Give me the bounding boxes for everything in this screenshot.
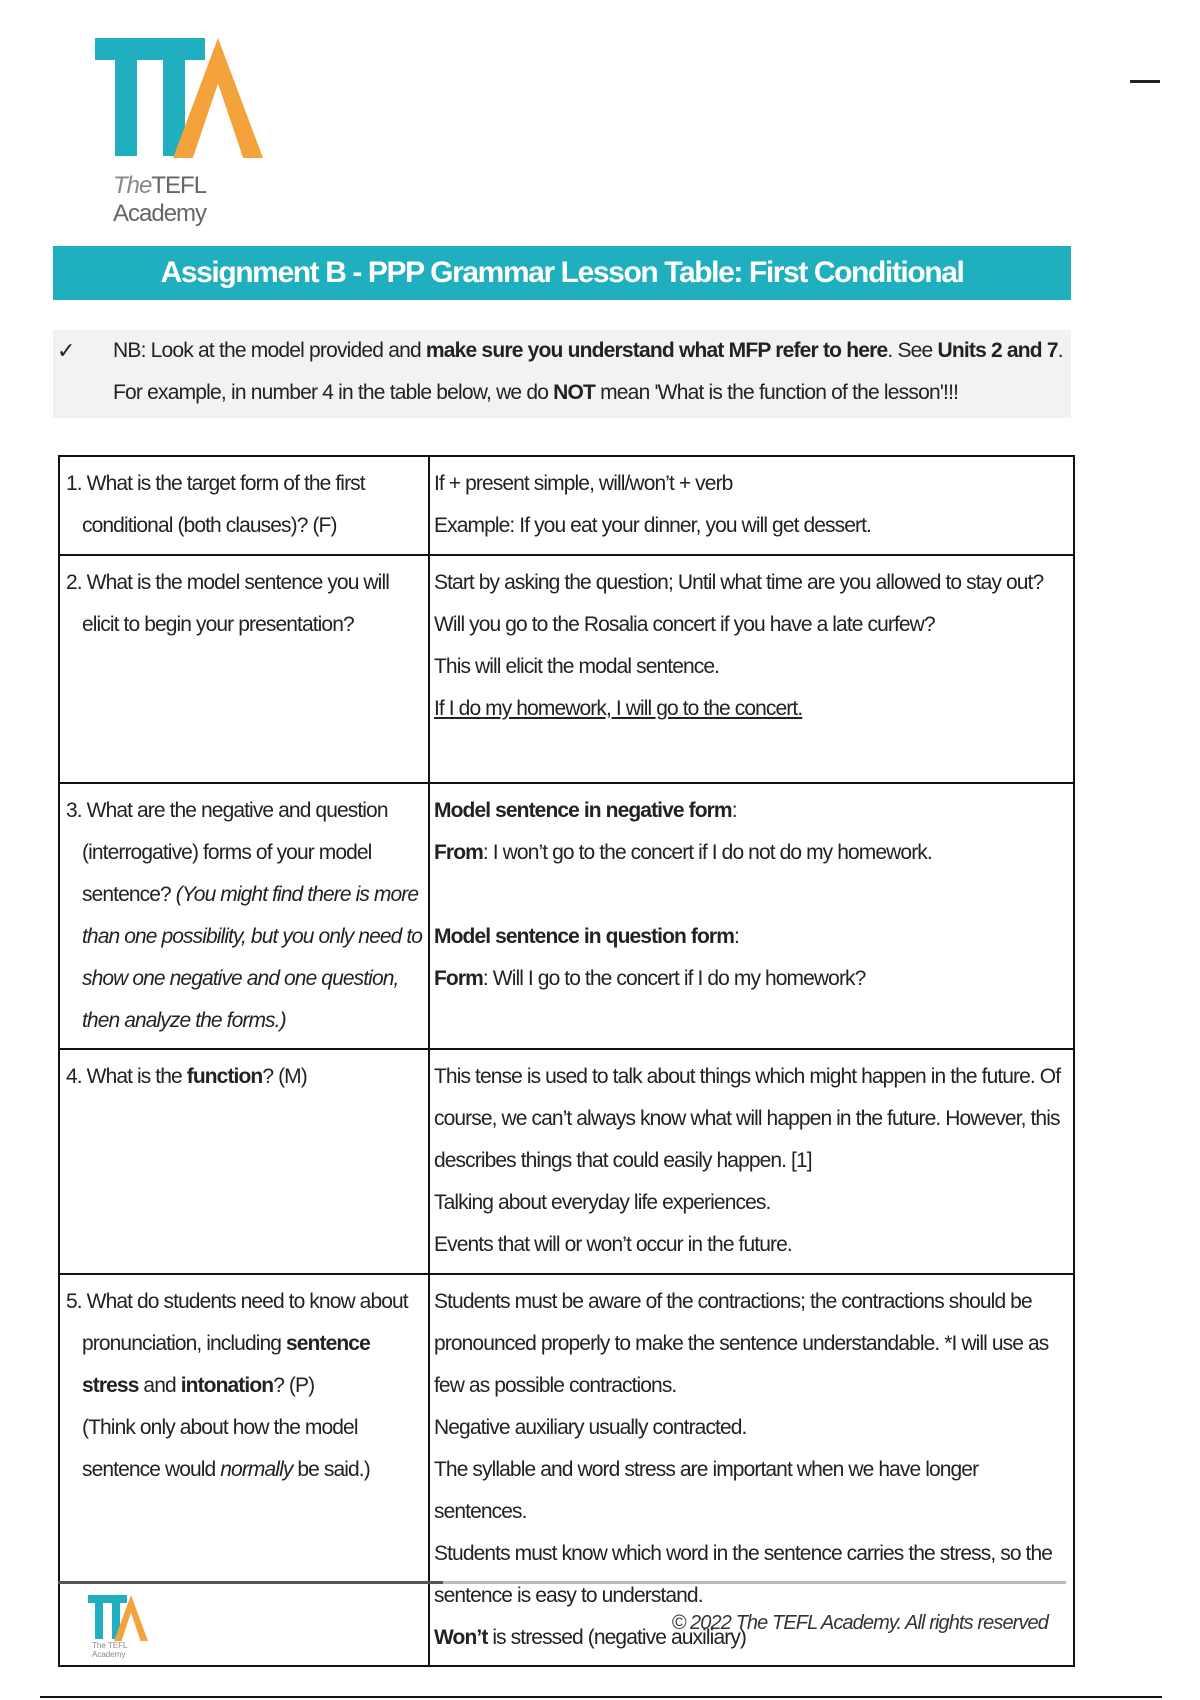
question-cell: 2. What is the model sentence you will elicit to begin your presentation?: [59, 555, 429, 783]
footer-divider: [58, 1581, 1066, 1584]
table-row: [59, 1049, 1074, 1274]
logo-subtitle: TheTEFL Academy: [113, 172, 207, 227]
corner-dash: [1130, 80, 1160, 83]
answer-cell: If + present simple, will/won’t + verb Example: If you eat your dinner, you will get dessert.: [429, 456, 1074, 555]
answer-cell: Students must be aware of the contractions; the contractions should be pronounced properly to make the sentence understandable. *I will use as few as possible contractions. Negative auxiliary usually contracted. The syllable and word stress are important when we have longer sentences. Students must know which word in the sentence carries the stress, so the sentence is easy to understand. Won’t is stressed (negative auxiliary): [429, 1274, 1074, 1666]
footer-logo-subtitle: The TEFL Academy: [92, 1641, 128, 1659]
table-row: [59, 555, 1074, 783]
question-cell: 1. What is the target form of the first conditional (both clauses)? (F): [59, 456, 429, 555]
bottom-rule: [40, 1696, 1162, 1698]
table-row: [59, 456, 1074, 555]
note-box: [53, 330, 1071, 418]
table-row: [59, 1274, 1074, 1666]
question-cell: 4. What is the function? (M): [59, 1049, 429, 1274]
lesson-table: [58, 455, 1075, 1667]
question-cell: 3. What are the negative and question (interrogative) forms of your model sentence? (You might find there is more than one possibility, but you only need to show one negative and one question, then analyze the forms.): [59, 783, 429, 1049]
question-cell: 5. What do students need to know about pronunciation, including sentence stress and intonation? (P) (Think only about how the model sentence would normally be said.): [59, 1274, 429, 1666]
logo-t1-stem: [115, 38, 137, 156]
tta-logo: [95, 38, 265, 227]
flogo-t1-stem: [95, 1595, 103, 1639]
table-row: [59, 783, 1074, 1049]
answer-cell: Model sentence in negative form: From: I won’t go to the concert if I do not do my homework. Model sentence in question form: Form: Will I go to the concert if I do my homework?: [429, 783, 1074, 1049]
footer-logo: [88, 1595, 148, 1659]
note-text: NB: Look at the model provided and make sure you understand what MFP refer to here. See Units 2 and 7. For example, in number 4 in the table below, we do NOT mean 'What is the function of the lesson'!!!: [113, 339, 1063, 404]
checkmark-icon: ✓: [57, 338, 75, 363]
answer-cell: This tense is used to talk about things which might happen in the future. Of course, we can’t always know what will happen in the future. However, this describes things that could easily happen. [1] Talking about everyday life experiences. Events that will or won’t occur in the future.: [429, 1049, 1074, 1274]
assignment-banner: Assignment B - PPP Grammar Lesson Table: First Conditional: [53, 246, 1071, 300]
copyright-text: © 2022 The TEFL Academy. All rights reserved: [671, 1612, 1048, 1634]
answer-cell: Start by asking the question; Until what time are you allowed to stay out? Will you go to the Rosalia concert if you have a late curfew? This will elicit the modal sentence. If I do my homework, I will go to the concert.: [429, 555, 1074, 783]
